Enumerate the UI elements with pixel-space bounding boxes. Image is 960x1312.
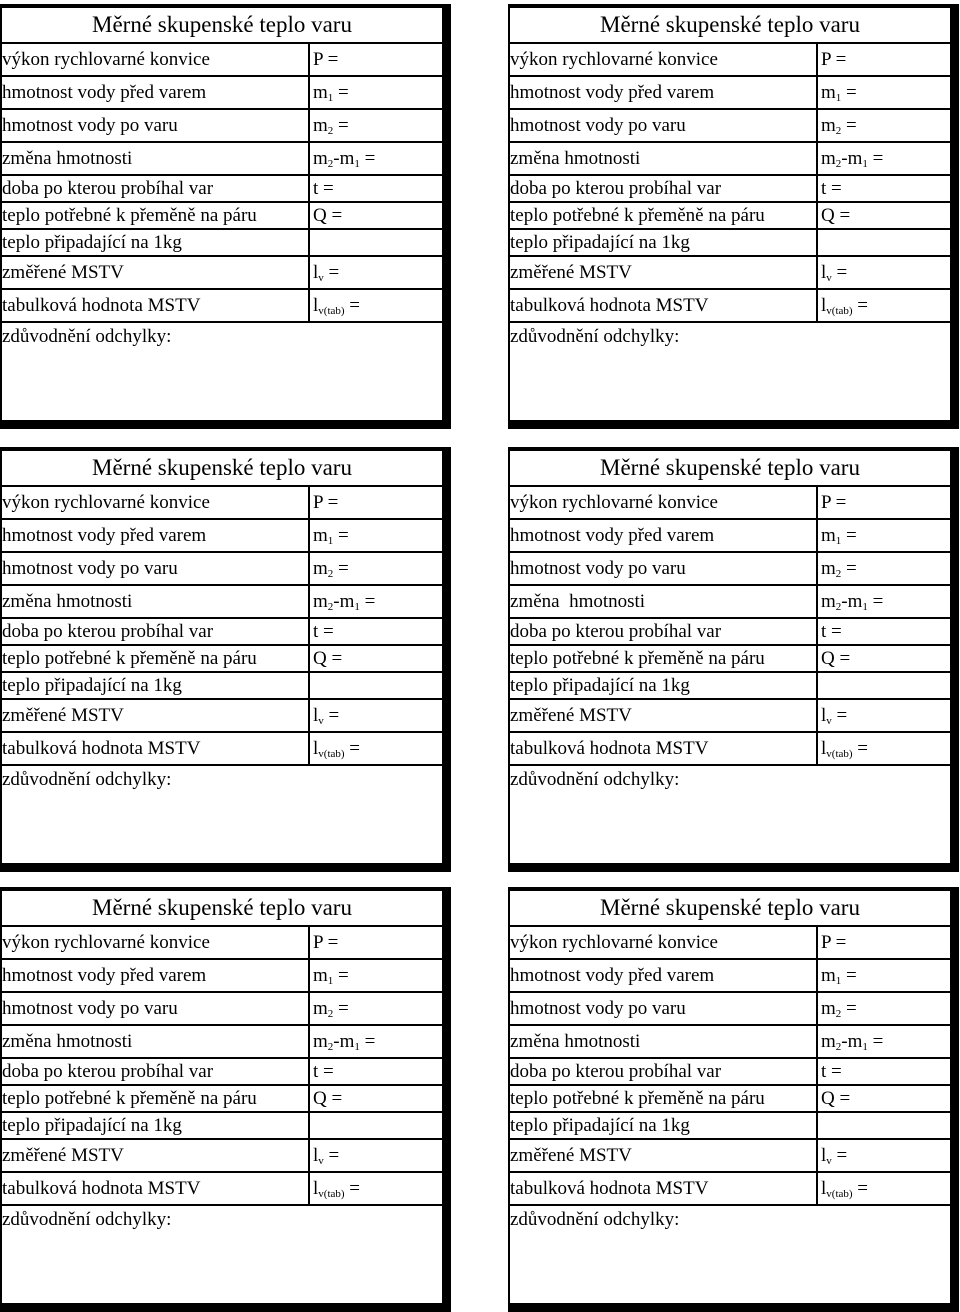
row-symbol: [308, 1113, 442, 1138]
row-label: změřené MSTV: [510, 705, 632, 726]
row-symbol: $l_v$ =: [816, 1140, 950, 1171]
row-label: výkon rychlovarné konvice: [510, 492, 718, 513]
row-label: změna hmotnosti: [2, 148, 133, 169]
row-power: [2, 487, 442, 520]
row-label: změřené MSTV: [510, 1145, 632, 1166]
row-symbol: t =: [308, 1059, 442, 1084]
row-table-value: [2, 1173, 442, 1206]
row-heat-per-kg: [2, 1113, 442, 1140]
row-symbol: $l_{v(tab)}$ =: [816, 733, 950, 764]
row-symbol: Q =: [816, 1086, 950, 1111]
row-symbol: Q =: [816, 646, 950, 671]
row-mass-after: [510, 993, 950, 1026]
row-heat-per-kg: [2, 230, 442, 257]
card-title: Měrné skupenské teplo varu: [510, 891, 950, 927]
row-mass-before: [510, 960, 950, 993]
row-symbol: [308, 673, 442, 698]
row-symbol: t =: [816, 176, 950, 201]
row-symbol: $m_1$ =: [816, 77, 950, 108]
row-mass-before: [2, 520, 442, 553]
row-symbol: [816, 230, 950, 255]
row-mass-after: [2, 553, 442, 586]
row-label: tabulková hodnota MSTV: [2, 295, 201, 316]
row-symbol: $m_1$ =: [816, 960, 950, 991]
row-label: teplo potřebné k přeměně na páru: [2, 1088, 257, 1109]
worksheet-card: [508, 887, 959, 1312]
row-label: hmotnost vody před varem: [510, 965, 715, 986]
row-power: [510, 487, 950, 520]
row-measured: [510, 257, 950, 290]
row-mass-after: [510, 553, 950, 586]
row-duration: [510, 1059, 950, 1086]
row-symbol: $l_v$ =: [816, 700, 950, 731]
worksheet-card: [0, 447, 451, 872]
row-symbol: $l_v$ =: [816, 257, 950, 288]
row-label: teplo potřebné k přeměně na páru: [510, 648, 765, 669]
row-symbol: $m_2-m_1$ =: [308, 586, 442, 617]
row-label: výkon rychlovarné konvice: [2, 932, 210, 953]
note-label: zdůvodnění odchylky:: [2, 326, 172, 347]
row-label: teplo připadající na 1kg: [510, 232, 690, 253]
row-measured: [510, 1140, 950, 1173]
row-label: hmotnost vody před varem: [510, 82, 715, 103]
row-label: tabulková hodnota MSTV: [510, 738, 709, 759]
row-table-value: [510, 290, 950, 323]
note-label: zdůvodnění odchylky:: [2, 1209, 172, 1230]
row-heat-per-kg: [510, 673, 950, 700]
row-label: změřené MSTV: [2, 1145, 124, 1166]
row-power: [2, 44, 442, 77]
row-label: hmotnost vody po varu: [510, 115, 686, 136]
row-heat-needed: [510, 1086, 950, 1113]
card-title: Měrné skupenské teplo varu: [2, 451, 442, 487]
row-symbol: $m_2-m_1$ =: [308, 1026, 442, 1057]
row-label: hmotnost vody po varu: [2, 998, 178, 1019]
row-symbol: $l_v$ =: [308, 257, 442, 288]
row-duration: [2, 176, 442, 203]
row-label: teplo připadající na 1kg: [2, 232, 182, 253]
row-symbol: $m_2$ =: [816, 993, 950, 1024]
row-label: tabulková hodnota MSTV: [2, 738, 201, 759]
row-heat-needed: [510, 203, 950, 230]
row-mass-after: [2, 110, 442, 143]
row-symbol: $m_1$ =: [308, 520, 442, 551]
row-label: tabulková hodnota MSTV: [510, 295, 709, 316]
row-duration: [2, 619, 442, 646]
row-symbol: $m_2-m_1$ =: [816, 586, 950, 617]
row-label: teplo potřebné k přeměně na páru: [510, 1088, 765, 1109]
row-symbol: $m_1$ =: [308, 77, 442, 108]
row-mass-change: [2, 1026, 442, 1059]
row-symbol: t =: [816, 619, 950, 644]
row-measured: [2, 1140, 442, 1173]
row-heat-per-kg: [510, 230, 950, 257]
row-duration: [510, 176, 950, 203]
row-symbol: P =: [816, 487, 950, 518]
row-mass-change: [2, 586, 442, 619]
row-mass-change: [510, 143, 950, 176]
card-title: Měrné skupenské teplo varu: [510, 8, 950, 44]
row-symbol: $l_{v(tab)}$ =: [308, 733, 442, 764]
row-label: doba po kterou probíhal var: [2, 621, 214, 642]
row-symbol: $l_{v(tab)}$ =: [816, 1173, 950, 1204]
note-label: zdůvodnění odchylky:: [510, 769, 680, 790]
row-heat-needed: [2, 1086, 442, 1113]
row-label: výkon rychlovarné konvice: [510, 49, 718, 70]
row-label: hmotnost vody po varu: [510, 558, 686, 579]
row-table-value: [2, 290, 442, 323]
row-label: změřené MSTV: [510, 262, 632, 283]
row-symbol: $l_{v(tab)}$ =: [816, 290, 950, 321]
row-symbol: $m_2$ =: [816, 553, 950, 584]
row-label: teplo připadající na 1kg: [510, 675, 690, 696]
row-label: tabulková hodnota MSTV: [510, 1178, 709, 1199]
row-label: změřené MSTV: [2, 705, 124, 726]
note-label: zdůvodnění odchylky:: [510, 1209, 680, 1230]
row-symbol: $m_2-m_1$ =: [816, 143, 950, 174]
row-symbol: [308, 230, 442, 255]
row-mass-before: [2, 77, 442, 110]
row-symbol: P =: [308, 927, 442, 958]
row-measured: [2, 257, 442, 290]
row-symbol: Q =: [308, 203, 442, 228]
row-symbol: P =: [308, 487, 442, 518]
row-label: hmotnost vody před varem: [510, 525, 715, 546]
row-label: doba po kterou probíhal var: [510, 621, 722, 642]
card-title: Měrné skupenské teplo varu: [510, 451, 950, 487]
row-label: teplo potřebné k přeměně na páru: [2, 205, 257, 226]
row-label: změna hmotnosti: [510, 591, 646, 612]
row-heat-needed: [2, 646, 442, 673]
row-mass-change: [510, 1026, 950, 1059]
row-duration: [2, 1059, 442, 1086]
row-label: teplo připadající na 1kg: [2, 1115, 182, 1136]
worksheet-card: [0, 4, 451, 429]
row-label: změna hmotnosti: [2, 591, 133, 612]
card-title: Měrné skupenské teplo varu: [2, 891, 442, 927]
row-symbol: $m_2$ =: [308, 993, 442, 1024]
worksheet-card: [508, 4, 959, 429]
row-symbol: P =: [308, 44, 442, 75]
worksheet-card: [508, 447, 959, 872]
row-power: [510, 927, 950, 960]
row-label: výkon rychlovarné konvice: [2, 492, 210, 513]
row-symbol: $m_1$ =: [308, 960, 442, 991]
row-mass-after: [510, 110, 950, 143]
note-label: zdůvodnění odchylky:: [510, 326, 680, 347]
row-symbol: [816, 673, 950, 698]
row-label: doba po kterou probíhal var: [510, 1061, 722, 1082]
row-symbol: P =: [816, 927, 950, 958]
row-symbol: Q =: [308, 646, 442, 671]
row-power: [2, 927, 442, 960]
worksheet-card: [0, 887, 451, 1312]
row-measured: [2, 700, 442, 733]
row-mass-before: [510, 520, 950, 553]
row-label: změna hmotnosti: [510, 148, 641, 169]
row-symbol: $l_v$ =: [308, 700, 442, 731]
row-label: teplo potřebné k přeměně na páru: [510, 205, 765, 226]
row-symbol: [816, 1113, 950, 1138]
row-duration: [510, 619, 950, 646]
row-symbol: $l_{v(tab)}$ =: [308, 1173, 442, 1204]
row-label: hmotnost vody po varu: [510, 998, 686, 1019]
row-heat-per-kg: [510, 1113, 950, 1140]
row-label: změna hmotnosti: [510, 1031, 641, 1052]
row-label: hmotnost vody po varu: [2, 115, 178, 136]
row-label: hmotnost vody po varu: [2, 558, 178, 579]
row-label: výkon rychlovarné konvice: [510, 932, 718, 953]
row-symbol: $l_v$ =: [308, 1140, 442, 1171]
row-table-value: [510, 1173, 950, 1206]
row-label: změřené MSTV: [2, 262, 124, 283]
row-symbol: P =: [816, 44, 950, 75]
row-symbol: $m_2-m_1$ =: [308, 143, 442, 174]
row-mass-after: [2, 993, 442, 1026]
row-symbol: $m_1$ =: [816, 520, 950, 551]
row-symbol: $m_2$ =: [308, 110, 442, 141]
row-label: doba po kterou probíhal var: [2, 1061, 214, 1082]
row-symbol: Q =: [816, 203, 950, 228]
row-power: [510, 44, 950, 77]
row-symbol: $m_2$ =: [816, 110, 950, 141]
row-label: výkon rychlovarné konvice: [2, 49, 210, 70]
row-heat-needed: [2, 203, 442, 230]
row-symbol: t =: [308, 619, 442, 644]
row-table-value: [2, 733, 442, 766]
note-label: zdůvodnění odchylky:: [2, 769, 172, 790]
row-symbol: $l_{v(tab)}$ =: [308, 290, 442, 321]
row-measured: [510, 700, 950, 733]
row-label: hmotnost vody před varem: [2, 525, 207, 546]
row-table-value: [510, 733, 950, 766]
row-heat-needed: [510, 646, 950, 673]
row-heat-per-kg: [2, 673, 442, 700]
row-label: změna hmotnosti: [2, 1031, 133, 1052]
row-mass-change: [2, 143, 442, 176]
row-label: hmotnost vody před varem: [2, 82, 207, 103]
row-symbol: t =: [816, 1059, 950, 1084]
row-label: doba po kterou probíhal var: [510, 178, 722, 199]
row-label: teplo potřebné k přeměně na páru: [2, 648, 257, 669]
row-label: hmotnost vody před varem: [2, 965, 207, 986]
row-mass-change: [510, 586, 950, 619]
row-label: doba po kterou probíhal var: [2, 178, 214, 199]
row-symbol: $m_2$ =: [308, 553, 442, 584]
row-symbol: Q =: [308, 1086, 442, 1111]
row-label: tabulková hodnota MSTV: [2, 1178, 201, 1199]
row-mass-before: [510, 77, 950, 110]
row-symbol: $m_2-m_1$ =: [816, 1026, 950, 1057]
card-title: Měrné skupenské teplo varu: [2, 8, 442, 44]
row-label: teplo připadající na 1kg: [510, 1115, 690, 1136]
row-mass-before: [2, 960, 442, 993]
row-symbol: t =: [308, 176, 442, 201]
row-label: teplo připadající na 1kg: [2, 675, 182, 696]
